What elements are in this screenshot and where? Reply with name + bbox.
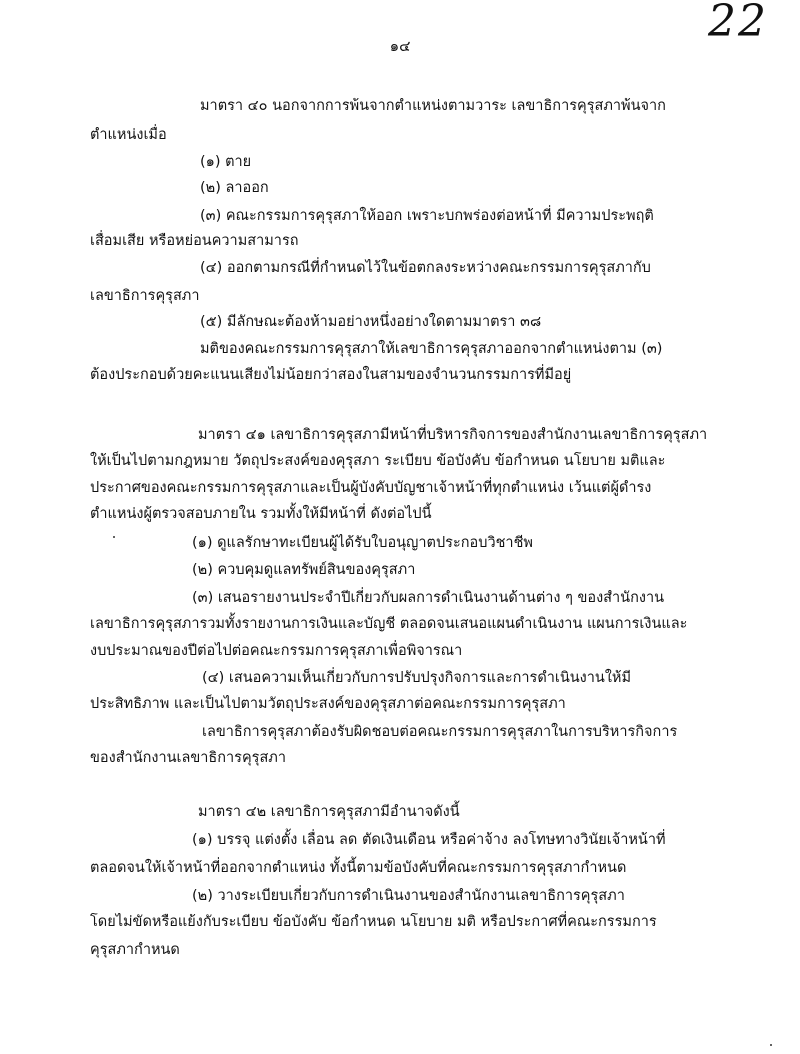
list-item: (๒) วางระเบียบเกี่ยวกับการดำเนินงานของสำนักงานเลขาธิการคุรุสภา xyxy=(192,888,625,904)
list-item: (๒) ควบคุมดูแลทรัพย์สินของคุรุสภา xyxy=(192,562,416,578)
section-41-heading: มาตรา ๔๑ เลขาธิการคุรุสภามีหน้าที่บริหารกิจการของสำนักงานเลขาธิการคุรุสภา xyxy=(198,427,708,443)
page-number: ๑๔ xyxy=(389,37,411,55)
paragraph-line: มติของคณะกรรมการคุรุสภาให้เลขาธิการคุรุสภาออกจากตำแหน่งตาม (๓) xyxy=(200,341,663,357)
handwritten-page-number: 22 xyxy=(708,0,768,47)
paragraph-line: โดยไม่ขัดหรือแย้งกับระเบียบ ข้อบังคับ ข้อกำหนด นโยบาย มติ หรือประกาศที่คณะกรรมการ xyxy=(90,914,657,930)
scan-speck xyxy=(770,1044,772,1046)
list-item: (๒) ลาออก xyxy=(200,180,269,196)
list-item: (๓) คณะกรรมการคุรุสภาให้ออก เพราะบกพร่องต่อหน้าที่ มีความประพฤติ xyxy=(200,208,654,224)
paragraph-line: เลขาธิการคุรุสภา xyxy=(90,288,200,304)
paragraph-line: ต้องประกอบด้วยคะแนนเสียงไม่น้อยกว่าสองในสามของจำนวนกรรมการที่มีอยู่ xyxy=(90,367,572,383)
paragraph-line: เสื่อมเสีย หรือหย่อนความสามารถ xyxy=(90,233,299,249)
paragraph-line: ตำแหน่งเมื่อ xyxy=(90,127,167,143)
paragraph-line: เลขาธิการคุรุสภาต้องรับผิดชอบต่อคณะกรรมการคุรุสภาในการบริหารกิจการ xyxy=(202,724,678,740)
section-40-heading: มาตรา ๔๐ นอกจากการพ้นจากตำแหน่งตามวาระ เลขาธิการคุรุสภาพ้นจาก xyxy=(200,98,666,114)
paragraph-line: คุรุสภากำหนด xyxy=(90,942,180,958)
paragraph-line: งบประมาณของปีต่อไปต่อคณะกรรมการคุรุสภาเพื่อพิจารณา xyxy=(90,643,463,659)
list-item: (๑) บรรจุ แต่งตั้ง เลื่อน ลด ตัดเงินเดือน หรือค่าจ้าง ลงโทษทางวินัยเจ้าหน้าที่ xyxy=(192,832,666,848)
paragraph-line: ของสำนักงานเลขาธิการคุรุสภา xyxy=(90,750,287,766)
paragraph-line: ประกาศของคณะกรรมการคุรุสภาและเป็นผู้บังคับบัญชาเจ้าหน้าที่ทุกตำแหน่ง เว้นแต่ผู้ดำรง xyxy=(90,480,652,496)
section-42-heading: มาตรา ๔๒ เลขาธิการคุรุสภามีอำนาจดังนี้ xyxy=(198,804,460,820)
paragraph-line: ตำแหน่งผู้ตรวจสอบภายใน รวมทั้งให้มีหน้าที่ ดังต่อไปนี้ xyxy=(90,506,432,522)
list-item: (๔) ออกตามกรณีที่กำหนดไว้ในข้อตกลงระหว่างคณะกรรมการคุรุสภากับ xyxy=(200,260,651,276)
list-item: (๓) เสนอรายงานประจำปีเกี่ยวกับผลการดำเนินงานด้านต่าง ๆ ของสำนักงาน xyxy=(192,590,665,606)
paragraph-line: ตลอดจนให้เจ้าหน้าที่ออกจากตำแหน่ง ทั้งนี้ตามข้อบังคับที่คณะกรรมการคุรุสภากำหนด xyxy=(90,860,627,876)
list-item: (๑) ตาย xyxy=(200,154,252,170)
list-item: (๕) มีลักษณะต้องห้ามอย่างหนึ่งอย่างใดตามมาตรา ๓๘ xyxy=(200,314,542,330)
paragraph-line: ให้เป็นไปตามกฎหมาย วัตถุประสงค์ของคุรุสภา ระเบียบ ข้อบังคับ ข้อกำหนด นโยบาย มติและ xyxy=(90,453,666,469)
list-item: (๔) เสนอความเห็นเกี่ยวกับการปรับปรุงกิจการและการดำเนินงานให้มี xyxy=(202,670,632,686)
paragraph-line: ประสิทธิภาพ และเป็นไปตามวัตถุประสงค์ของคุรุสภาต่อคณะกรรมการคุรุสภา xyxy=(90,696,566,712)
scan-speck xyxy=(113,536,115,538)
paragraph-line: เลขาธิการคุรุสภารวมทั้งรายงานการเงินและบัญชี ตลอดจนเสนอแผนดำเนินงาน แผนการเงินและ xyxy=(90,616,688,632)
list-item: (๑) ดูแลรักษาทะเบียนผู้ได้รับใบอนุญาตประกอบวิชาชีพ xyxy=(192,535,533,551)
